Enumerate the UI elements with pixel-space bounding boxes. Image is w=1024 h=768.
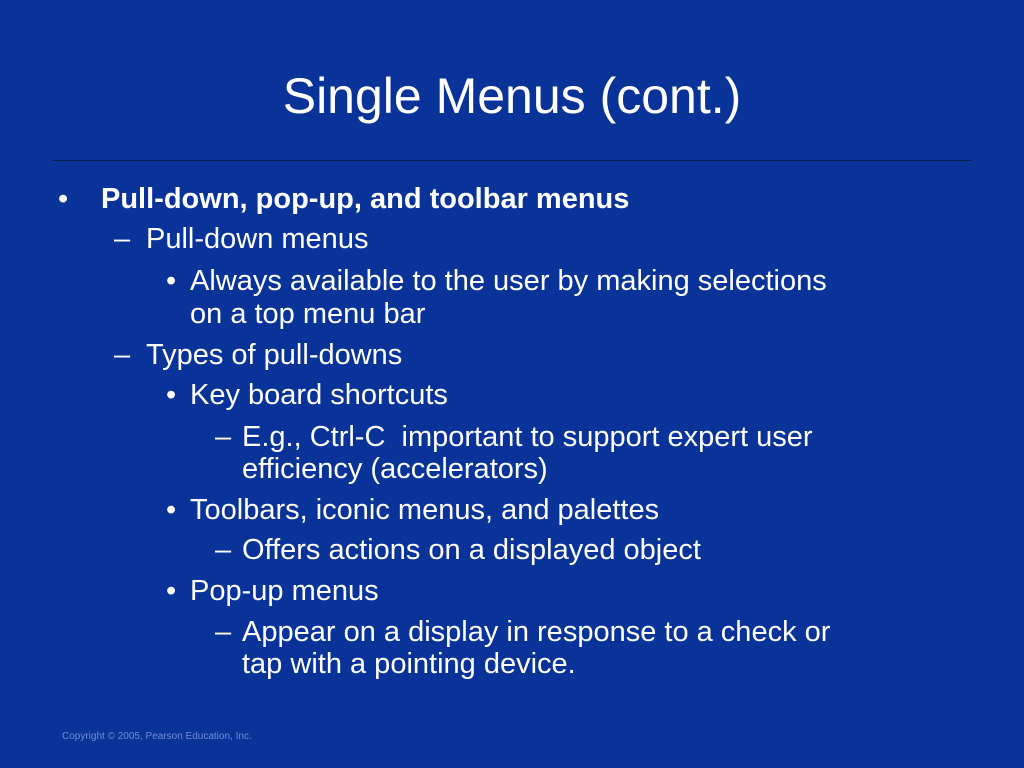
copyright-footer: Copyright © 2005, Pearson Education, Inc.	[62, 731, 252, 742]
dash-marker: –	[215, 421, 232, 453]
slide-title: Single Menus (cont.)	[282, 68, 742, 124]
bullet-text: Types of pull-downs	[146, 339, 403, 371]
bullet-marker: •	[166, 265, 177, 297]
bullet-text: Pop-up menus	[190, 575, 379, 607]
bullet-text-line2: on a top menu bar	[190, 298, 426, 330]
bullet-text: Pull-down menus	[146, 223, 369, 255]
bullet-text-line1: Appear on a display in response to a check or	[242, 616, 831, 648]
bullet-text: Offers actions on a displayed object	[242, 534, 701, 566]
bullet-text: Toolbars, iconic menus, and palettes	[190, 494, 660, 526]
bullet-marker: •	[166, 575, 177, 607]
dash-marker: –	[215, 534, 232, 566]
bullet-text: Pull-down, pop-up, and toolbar menus	[101, 183, 630, 215]
bullet-text: Key board shortcuts	[190, 379, 448, 411]
title-divider	[52, 160, 972, 161]
bullet-text-line1: Always available to the user by making selections	[190, 265, 827, 297]
bullet-marker: •	[166, 379, 177, 411]
dash-marker: –	[215, 616, 232, 648]
bullet-text-line2: tap with a pointing device.	[242, 648, 576, 680]
bullet-text-line2: efficiency (accelerators)	[242, 453, 548, 485]
bullet-marker: •	[166, 494, 177, 526]
dash-marker: –	[114, 223, 131, 255]
bullet-text-line1: E.g., Ctrl-C important to support expert user	[242, 421, 813, 453]
dash-marker: –	[114, 339, 131, 371]
bullet-marker: •	[58, 183, 69, 215]
